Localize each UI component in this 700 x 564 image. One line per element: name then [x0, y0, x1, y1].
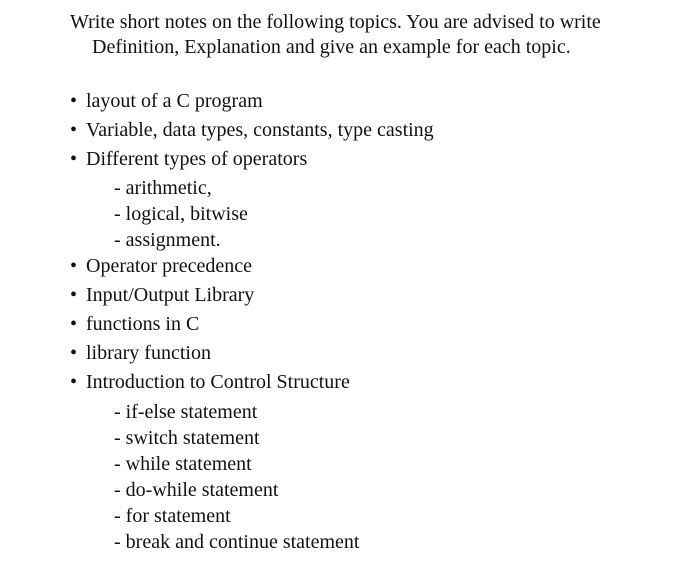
list-item-text: functions in C	[86, 313, 200, 335]
list-item	[70, 341, 211, 365]
bullet-icon: •	[70, 313, 78, 335]
list-item-text: Input/Output Library	[86, 284, 255, 306]
bullet-icon: •	[70, 90, 78, 112]
sub-list-item: - switch statement	[114, 427, 260, 449]
sub-list-item: - do-while statement	[114, 479, 279, 501]
bullet-icon: •	[70, 284, 78, 306]
list-item	[70, 312, 199, 336]
sub-list-item: - logical, bitwise	[114, 203, 248, 225]
bullet-icon: •	[70, 148, 78, 170]
sub-list-item: - break and continue statement	[114, 531, 360, 553]
sub-list-item: - while statement	[114, 453, 252, 475]
bullet-icon: •	[70, 371, 78, 393]
sub-list-item: - assignment.	[114, 229, 221, 251]
list-item-text: Operator precedence	[86, 255, 252, 277]
bullet-icon: •	[70, 119, 78, 141]
instructions-paragraph: Write short notes on the following topics. You are advised to write Definition, Explanation and give an example for each topic.	[70, 11, 601, 58]
list-item-text: Introduction to Control Structure	[86, 371, 350, 393]
sub-list-item: - if-else statement	[114, 401, 258, 423]
bullet-icon: •	[70, 342, 78, 364]
list-item	[70, 147, 307, 171]
sub-list-item: - arithmetic,	[114, 177, 212, 199]
list-item	[70, 118, 434, 142]
list-item	[70, 254, 252, 278]
list-item-text: layout of a C program	[86, 90, 263, 112]
list-item-text: library function	[86, 342, 211, 364]
list-item-text: Different types of operators	[86, 148, 308, 170]
list-item	[70, 370, 350, 394]
list-item-text: Variable, data types, constants, type casting	[86, 119, 434, 141]
bullet-icon: •	[70, 255, 78, 277]
list-item	[70, 283, 254, 307]
list-item	[70, 89, 263, 113]
sub-list-item: - for statement	[114, 505, 231, 527]
